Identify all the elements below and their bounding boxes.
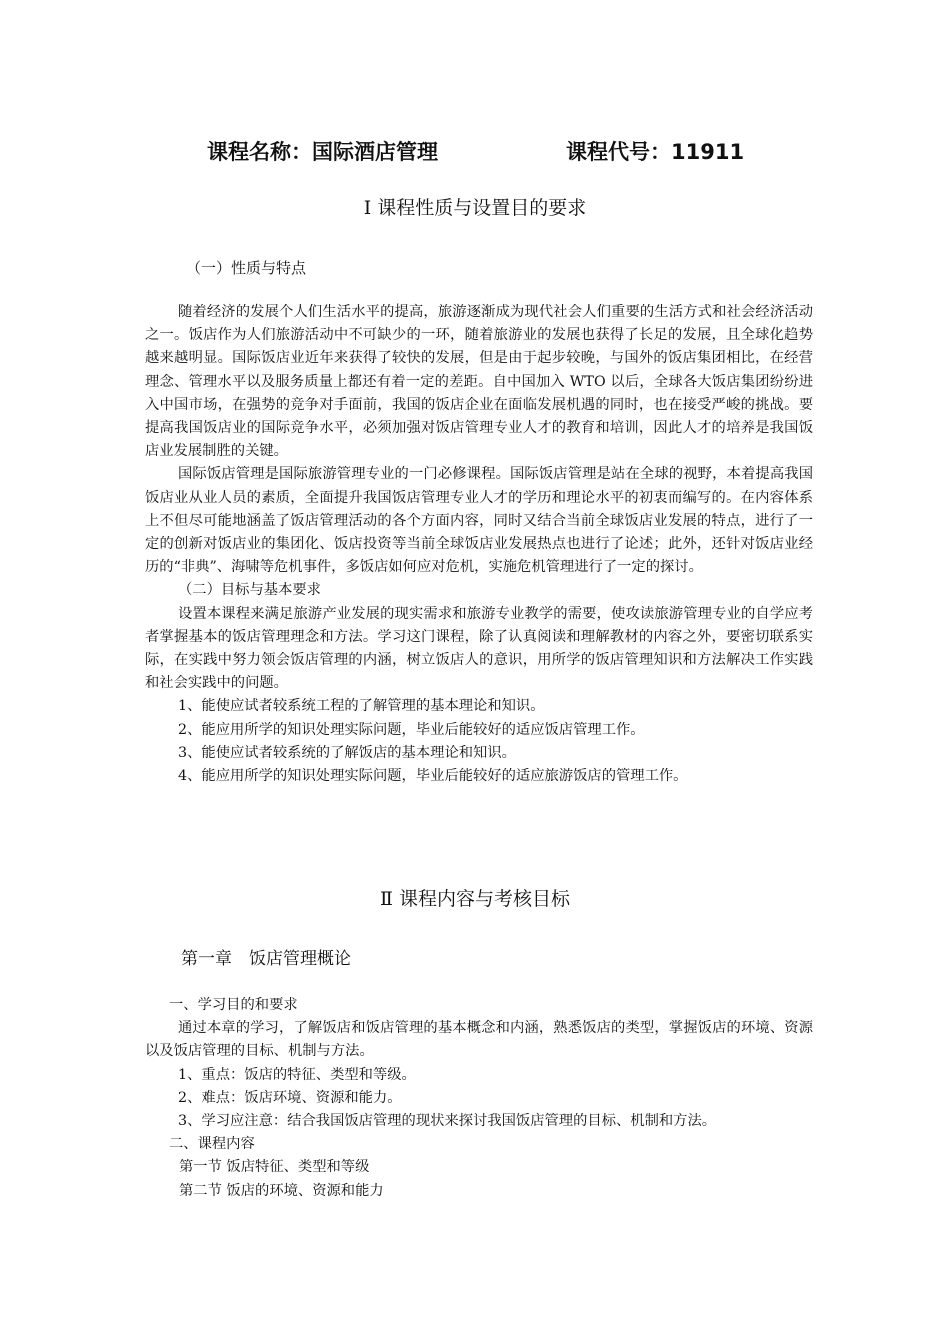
section-heading-2: Ⅱ 课程内容与考核目标	[380, 888, 570, 910]
course-title-line	[0, 134, 950, 170]
chapter1-body	[145, 994, 813, 1203]
key-point-item: 1、重点：饭店的特征、类型和等级。	[178, 1066, 416, 1083]
content-heading: 二、课程内容	[169, 1136, 255, 1153]
paragraph-course-intro: 国际饭店管理是国际旅游管理专业的一门必修课程。国际饭店管理是站在全球的视野，本着提高我国饭店业从业人员的素质，全面提升我国饭店管理专业人才的学历和理论水平的初衷而编写的。在内容体系上不但尽可能地涵盖了饭店管理活动的各个方面内容，同时又结合当前全球饭店业发展的特点，进行了一定的创新对饭店业的集团化、饭店投资等当前全球饭店业发展热点也进行了论述；此外，还针对饭店业经历的“非典”、海啸等危机事件，多饭店如何应对危机，实施危机管理进行了一定的探讨。	[145, 466, 813, 576]
paragraph-goals: 设置本课程来满足旅游产业发展的现实需求和旅游专业教学的需要，使攻读旅游管理专业的自学应考者掌握基本的饭店管理理念和方法。学习这门课程，除了认真阅读和理解教材的内容之外，要密切联系实际，在实践中努力领会饭店管理的内涵，树立饭店人的意识，用所学的饭店管理知识和方法解决工作实践和社会实践中的问题。	[145, 605, 813, 692]
subsection-heading-goals: （二）目标与基本要求	[178, 582, 321, 599]
key-point-item: 2、难点：饭店环境、资源和能力。	[178, 1089, 402, 1106]
course-code: 课程代号：11911	[566, 140, 745, 164]
key-point-item: 3、学习应注意：结合我国饭店管理的现状来探讨我国饭店管理的目标、机制和方法。	[178, 1113, 717, 1130]
objectives-paragraph: 通过本章的学习，了解饭店和饭店管理的基本概念和内涵，熟悉饭店的类型，掌握饭店的环境、资源以及饭店管理的目标、机制与方法。	[145, 1020, 813, 1060]
chapter-section-item: 第一节 饭店特征、类型和等级	[179, 1159, 370, 1176]
section1-body	[145, 301, 813, 788]
subsection-heading-nature: （一）性质与特点	[186, 259, 307, 277]
goal-item: 1、能使应试者较系统工程的了解管理的基本理论和知识。	[178, 698, 545, 715]
paragraph-nature: 随着经济的发展个人们生活水平的提高，旅游逐渐成为现代社会人们重要的生活方式和社会经济活动之一。饭店作为人们旅游活动中不可缺少的一环，随着旅游业的发展也获得了长足的发展，且全球化趋势越来越明显。国际饭店业近年来获得了较快的发展，但是由于起步较晚，与国外的饭店集团相比，在经营理念、管理水平以及服务质量上都还有着一定的差距。自中国加入 WTO 以后，全球各大饭店集团纷纷进入中国市场，在强势的竞争对手面前，我国的饭店企业在面临发展机遇的同时，也在接受严峻的挑战。要提高我国饭店业的国际竞争水平，必须加强对饭店管理专业人才的教育和培训，因此人才的培养是我国饭店业发展制胜的关键。	[145, 304, 813, 460]
chapter-heading: 第一章 饭店管理概论	[181, 949, 351, 969]
course-name: 课程名称：国际酒店管理	[207, 140, 438, 164]
chapter-section-item: 第二节 饭店的环境、资源和能力	[179, 1182, 384, 1199]
objectives-heading: 一、学习目的和要求	[169, 997, 298, 1013]
section-heading-1: Ⅰ 课程性质与设置目的要求	[363, 197, 587, 219]
goal-item: 2、能应用所学的知识处理实际问题，毕业后能较好的适应饭店管理工作。	[178, 721, 645, 738]
goal-item: 4、能应用所学的知识处理实际问题，毕业后能较好的适应旅游饭店的管理工作。	[178, 768, 688, 785]
goal-item: 3、能使应试者较系统的了解饭店的基本理论和知识。	[178, 744, 516, 761]
